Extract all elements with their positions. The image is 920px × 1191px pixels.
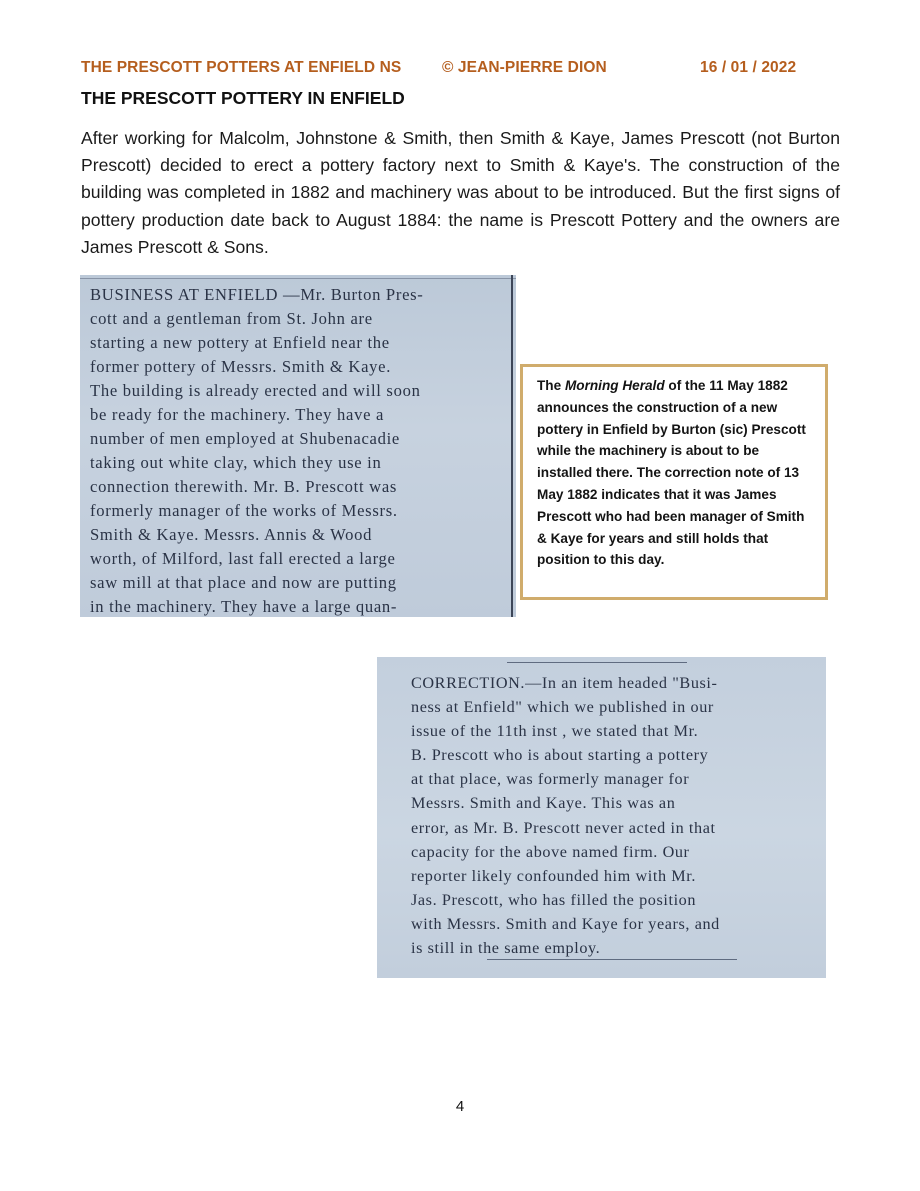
- intro-paragraph: After working for Malcolm, Johnstone & Smith, then Smith & Kaye, James Prescott (not Burton Prescott) decided to erect a pottery factory next to Smith & Kaye's. The construction of the building was completed in 1882 and machinery was about to be introduced. But the first signs of pottery production date back to August 1884: the name is Prescott Pottery and the owners are James Prescott & Sons.: [81, 128, 840, 257]
- clipping-line: CORRECTION.—In an item headed "Busi-: [411, 674, 718, 692]
- page-number: 4: [455, 1098, 465, 1115]
- newspaper-clipping-business-at-enfield: [80, 275, 516, 617]
- clipping-line: capacity for the above named firm. Our: [411, 842, 690, 861]
- clipping-line: BUSINESS AT ENFIELD —Mr. Burton Pres-: [90, 285, 424, 304]
- caption-body: of the 11 May 1882 announces the construction of a new pottery in Enfield by Burton (sic) Prescott while the machinery is about to be installed there. The correction note of 13 May 1882 indicates that it was James Prescott who had been manager of Smith & Kaye for years and still holds that position to this day.: [537, 378, 806, 568]
- clipping-rule: [80, 278, 516, 279]
- clipping-line: Jas. Prescott, who has filled the position: [411, 890, 697, 909]
- clipping-line: Messrs. Smith and Kaye. This was an: [411, 794, 676, 813]
- clipping-line: with Messrs. Smith and Kaye for years, and: [411, 914, 720, 933]
- clipping-line: Smith & Kaye. Messrs. Annis & Wood: [90, 525, 373, 544]
- clipping-line: cott and a gentleman from St. John are: [90, 309, 373, 328]
- clipping-rule: [507, 662, 687, 663]
- caption-prefix: The: [537, 378, 565, 393]
- clipping-line: at that place, was formerly manager for: [411, 770, 690, 789]
- clipping-line: reporter likely confounded him with Mr.: [411, 866, 697, 885]
- clipping-line: in the machinery. They have a large quan-: [90, 597, 398, 616]
- clipping-line: worth, of Milford, last fall erected a large: [90, 549, 396, 568]
- running-header-date: 16 / 01 / 2022: [700, 59, 797, 76]
- clipping-line: issue of the 11th inst , we stated that Mr.: [411, 722, 699, 741]
- caption-box: [520, 364, 828, 600]
- clipping-line: starting a new pottery at Enfield near the: [90, 333, 390, 352]
- clipping-column-rule: [511, 275, 513, 617]
- clipping-line: The building is already erected and will soon: [90, 381, 421, 400]
- clipping-line: taking out white clay, which they use in: [90, 453, 382, 472]
- clipping-line: former pottery of Messrs. Smith & Kaye.: [90, 357, 392, 376]
- caption-newspaper-name: Morning Herald: [564, 378, 665, 393]
- newspaper-clipping-correction: [377, 657, 826, 978]
- clipping-line: error, as Mr. B. Prescott never acted in that: [411, 818, 716, 837]
- clipping-rule: [487, 959, 737, 960]
- clipping-line: is still in the same employ.: [411, 939, 601, 958]
- running-header-title: THE PRESCOTT POTTERS AT ENFIELD NS: [81, 59, 402, 76]
- clipping-line: formerly manager of the works of Messrs.: [90, 501, 398, 520]
- clipping-line: be ready for the machinery. They have a: [90, 405, 385, 424]
- clipping-line: connection therewith. Mr. B. Prescott was: [90, 477, 398, 496]
- running-header-copyright: © JEAN-PIERRE DION: [442, 59, 607, 76]
- caption-text: [537, 375, 815, 571]
- clipping-line: saw mill at that place and now are putting: [90, 573, 397, 592]
- clipping-line: number of men employed at Shubenacadie: [90, 429, 400, 448]
- clipping-line: ness at Enfield" which we published in our: [411, 698, 714, 717]
- section-title: THE PRESCOTT POTTERY IN ENFIELD: [81, 88, 405, 108]
- clipping-line: B. Prescott who is about starting a pottery: [411, 746, 709, 765]
